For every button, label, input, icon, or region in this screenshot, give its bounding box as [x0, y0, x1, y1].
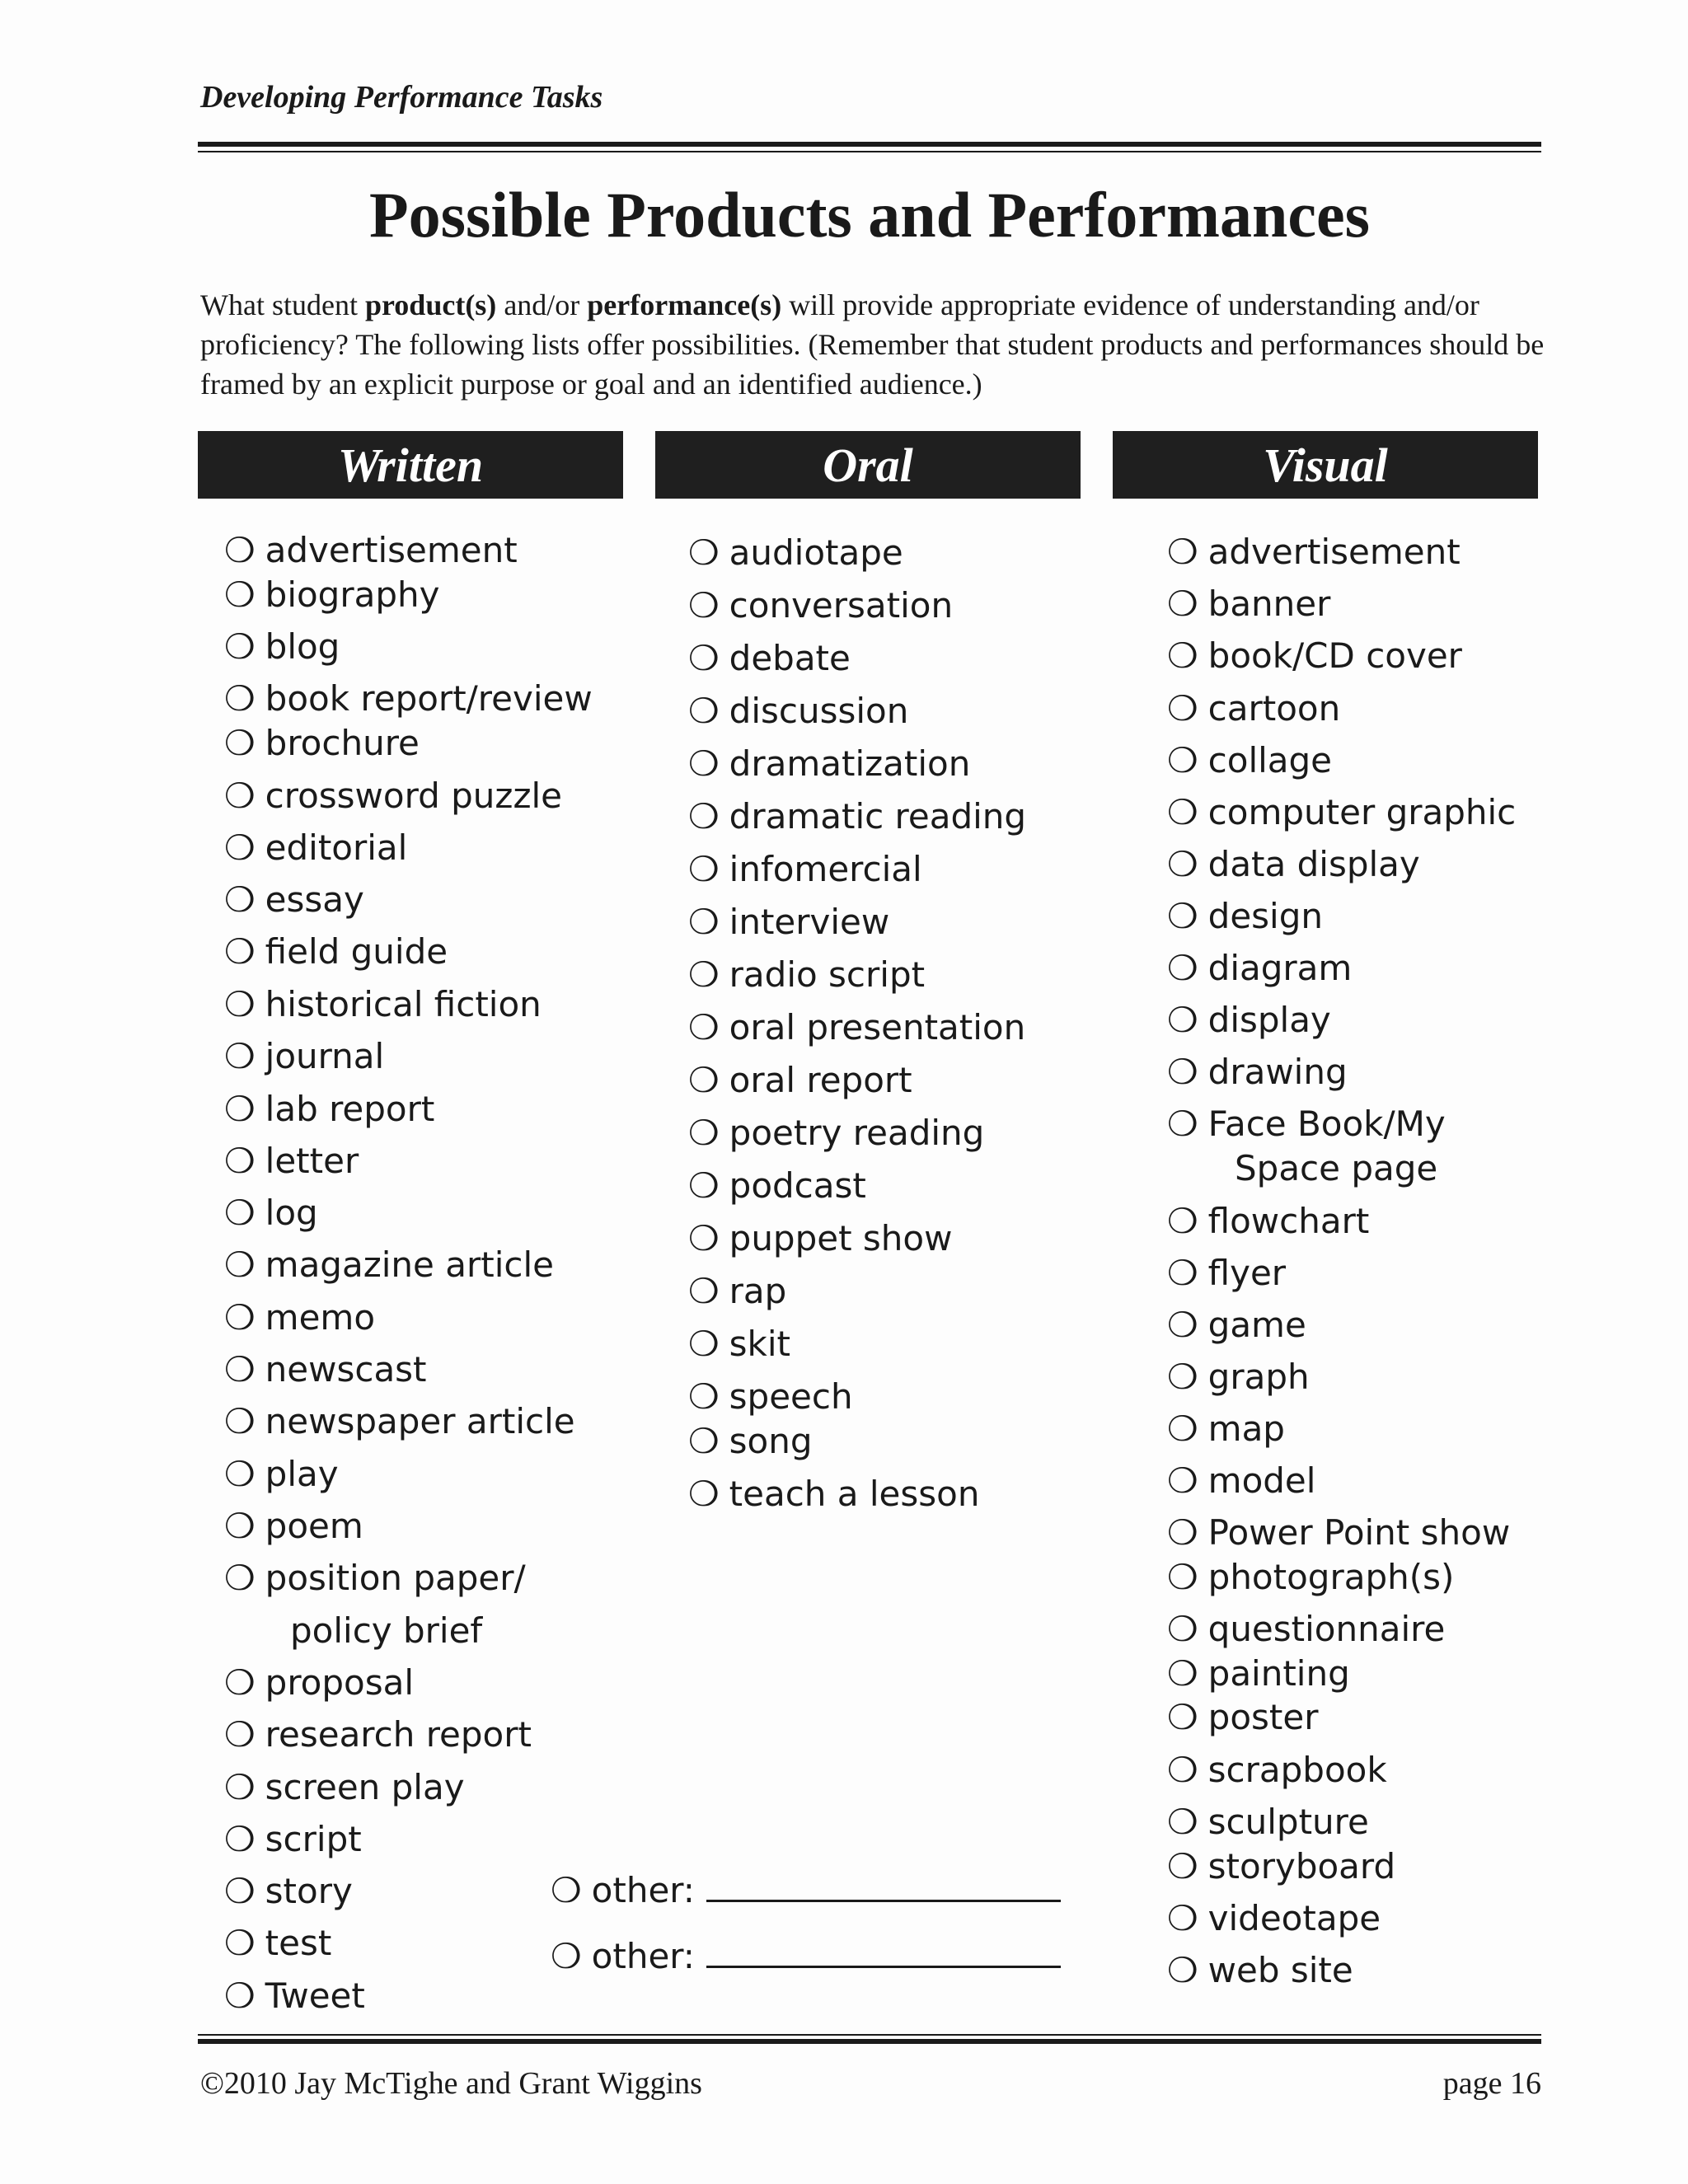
list-item[interactable]: [1167, 1801, 1369, 1844]
column-heading-written: Written: [198, 431, 623, 499]
list-item[interactable]: [1167, 531, 1461, 574]
checkbox-circle-icon[interactable]: ❍: [224, 1871, 256, 1911]
list-item-label: sculpture: [1207, 1802, 1369, 1842]
list-item[interactable]: [688, 1165, 866, 1207]
checkbox-circle-icon[interactable]: ❍: [688, 743, 720, 784]
checkbox-circle-icon[interactable]: ❍: [224, 1454, 256, 1494]
checkbox-circle-icon[interactable]: ❍: [1167, 532, 1198, 572]
checkbox-circle-icon[interactable]: ❍: [224, 1141, 256, 1181]
list-item[interactable]: [224, 1244, 554, 1286]
list-item-label: play: [265, 1454, 339, 1494]
list-item[interactable]: [224, 827, 407, 869]
header-rule-thick: [198, 142, 1541, 147]
list-item[interactable]: [224, 1453, 339, 1496]
list-item-label: photograph(s): [1207, 1557, 1455, 1597]
checkbox-circle-icon[interactable]: ❍: [688, 691, 720, 731]
list-item[interactable]: [224, 775, 562, 818]
list-item[interactable]: [224, 1661, 414, 1704]
checkbox-circle-icon[interactable]: ❍: [224, 1349, 256, 1390]
list-item[interactable]: [688, 1376, 853, 1418]
list-item-label: flowchart: [1207, 1201, 1370, 1241]
checkbox-circle-icon[interactable]: ❍: [224, 1662, 256, 1703]
list-item[interactable]: [1167, 1460, 1315, 1502]
list-item[interactable]: [688, 690, 908, 733]
list-item-label: cartoon: [1207, 688, 1341, 729]
list-item-label: map: [1207, 1408, 1285, 1449]
checkbox-circle-icon[interactable]: ❍: [1167, 1512, 1198, 1553]
list-item[interactable]: [1167, 947, 1352, 990]
list-item-label: drawing: [1207, 1052, 1348, 1092]
list-item[interactable]: [1167, 739, 1332, 782]
list-item-label: design: [1207, 896, 1323, 936]
list-item-label: book report/review: [265, 678, 593, 719]
list-item-label: graph: [1207, 1357, 1310, 1397]
list-item-label: Tweet: [265, 1975, 365, 2016]
checkbox-circle-icon[interactable]: ❍: [224, 1714, 256, 1755]
list-item-label: brochure: [265, 723, 420, 763]
checkbox-circle-icon[interactable]: ❍: [1167, 1104, 1198, 1144]
list-item[interactable]: [1167, 1652, 1350, 1695]
list-item[interactable]: [224, 1348, 427, 1391]
checkbox-circle-icon[interactable]: ❍: [688, 954, 720, 995]
list-item-label: advertisement: [1207, 532, 1461, 572]
list-item[interactable]: [224, 722, 420, 765]
list-item[interactable]: [1167, 1897, 1381, 1940]
list-item[interactable]: [224, 677, 593, 720]
list-item[interactable]: [688, 848, 922, 891]
list-item-continuation: [290, 1610, 482, 1652]
list-item[interactable]: [224, 1400, 575, 1443]
checkbox-circle-icon[interactable]: ❍: [1167, 1253, 1198, 1293]
list-item[interactable]: [688, 637, 851, 680]
column-heading-oral: Oral: [655, 431, 1081, 499]
checkbox-circle-icon[interactable]: ❍: [224, 1923, 256, 1963]
column-heading-visual: Visual: [1113, 431, 1538, 499]
checkbox-circle-icon[interactable]: ❍: [1167, 1697, 1198, 1737]
list-item-label: game: [1207, 1305, 1306, 1345]
list-item[interactable]: [688, 1112, 984, 1155]
checkbox-circle-icon[interactable]: ❍: [688, 1060, 720, 1100]
page-number: page 16: [1442, 2066, 1541, 2101]
list-item-label: speech: [729, 1376, 853, 1417]
list-item-label: newspaper article: [265, 1401, 575, 1441]
list-item[interactable]: [224, 1975, 365, 2018]
list-item-label: flyer: [1207, 1253, 1287, 1293]
list-item[interactable]: [1167, 1252, 1286, 1295]
checkbox-circle-icon[interactable]: ❍: [224, 879, 256, 920]
list-item[interactable]: [1167, 895, 1323, 938]
checkbox-circle-icon[interactable]: ❍: [1167, 896, 1198, 936]
list-item-label: scrapbook: [1207, 1750, 1387, 1790]
checkbox-circle-icon[interactable]: ❍: [688, 1113, 720, 1153]
list-item-label: storyboard: [1207, 1846, 1396, 1886]
list-item-label: biography: [265, 574, 440, 615]
checkbox-circle-icon[interactable]: ❍: [688, 532, 720, 573]
list-item[interactable]: [688, 901, 889, 944]
other-blank-line[interactable]: [706, 1872, 1061, 1902]
list-item[interactable]: [224, 574, 439, 616]
checkbox-circle-icon[interactable]: ❍: [1167, 948, 1198, 988]
list-item-label: conversation: [729, 585, 954, 626]
checkbox-circle-icon[interactable]: ❍: [224, 827, 256, 868]
checkbox-circle-icon[interactable]: ❍: [224, 931, 256, 972]
list-item-label: model: [1207, 1460, 1316, 1501]
list-item-label: discussion: [729, 691, 909, 731]
list-item[interactable]: [1167, 1356, 1310, 1399]
list-item-label: editorial: [265, 827, 408, 868]
list-item-label: memo: [265, 1297, 376, 1338]
list-item[interactable]: [224, 1766, 465, 1809]
list-item[interactable]: [688, 1006, 1025, 1049]
footer-rule-thick: [198, 2039, 1541, 2044]
list-item-label: poster: [1207, 1697, 1319, 1737]
list-item-label: painting: [1207, 1653, 1350, 1694]
list-item-label: proposal: [265, 1662, 415, 1703]
list-item[interactable]: [224, 1088, 434, 1131]
checkbox-circle-icon[interactable]: ❍: [224, 1297, 256, 1338]
list-item-label: Face Book/My: [1207, 1104, 1446, 1144]
list-item-label: screen play: [265, 1767, 465, 1807]
list-item-label: script: [265, 1819, 362, 1859]
checkbox-circle-icon[interactable]: ❍: [1167, 1305, 1198, 1345]
list-item-label: research report: [265, 1714, 532, 1755]
footer-rule-thin: [198, 2034, 1541, 2036]
list-item[interactable]: [224, 1922, 331, 1965]
list-item-label: debate: [729, 638, 851, 678]
list-item-label: videotape: [1207, 1898, 1381, 1938]
checkbox-circle-icon[interactable]: ❍: [688, 1324, 720, 1364]
list-item-label: crossword puzzle: [265, 776, 563, 816]
list-item-label: questionnaire: [1207, 1609, 1446, 1649]
list-item[interactable]: [1167, 1408, 1285, 1451]
checkbox-circle-icon[interactable]: ❍: [688, 1474, 720, 1514]
list-item-label: oral presentation: [729, 1007, 1026, 1047]
list-item[interactable]: [224, 1557, 526, 1600]
checkbox-circle-icon[interactable]: ❍: [224, 1089, 256, 1129]
checkbox-circle-icon[interactable]: ❍: [224, 678, 256, 719]
list-item-label: advertisement: [265, 530, 518, 570]
checkbox-circle-icon[interactable]: ❍: [551, 1936, 582, 1976]
list-item[interactable]: [224, 930, 448, 973]
checkbox-circle-icon[interactable]: ❍: [688, 1271, 720, 1311]
checkbox-circle-icon[interactable]: ❍: [224, 1558, 256, 1598]
list-item[interactable]: [224, 1870, 353, 1913]
checkbox-circle-icon[interactable]: ❍: [1167, 1460, 1198, 1501]
intro-paragraph: What student product(s) and/or performance(s) will provide appropriate evidence of understanding and/or proficiency? The following lists offer possibilities. (Remember that student products and performances should be framed by an explicit purpose or goal and an identified audience.): [200, 288, 1545, 401]
checkbox-circle-icon[interactable]: ❍: [1167, 1201, 1198, 1241]
list-item[interactable]: [1167, 1949, 1353, 1992]
list-item[interactable]: [1167, 1511, 1510, 1554]
checkbox-circle-icon[interactable]: ❍: [688, 585, 720, 626]
list-item-label: Space page: [1235, 1148, 1438, 1188]
list-item-label: position paper/: [265, 1558, 526, 1598]
list-item[interactable]: [1167, 1845, 1395, 1888]
checkbox-circle-icon[interactable]: ❍: [688, 1218, 720, 1258]
list-item-label: web site: [1207, 1950, 1353, 1990]
checkbox-circle-icon[interactable]: ❍: [1167, 1000, 1198, 1040]
checkbox-circle-icon[interactable]: ❍: [1167, 1557, 1198, 1597]
list-item-label: newscast: [265, 1349, 427, 1390]
checkbox-circle-icon[interactable]: ❍: [224, 1506, 256, 1546]
list-item-label: dramatization: [729, 743, 971, 784]
list-item[interactable]: [1167, 1103, 1446, 1146]
checkbox-circle-icon[interactable]: ❍: [1167, 1846, 1198, 1886]
checkbox-circle-icon[interactable]: ❍: [1167, 844, 1198, 884]
list-item[interactable]: [224, 626, 340, 668]
checkbox-circle-icon[interactable]: ❍: [224, 1975, 256, 2016]
list-item[interactable]: [688, 584, 953, 627]
list-item[interactable]: [1167, 687, 1340, 730]
checkbox-circle-icon[interactable]: ❍: [224, 1401, 256, 1441]
list-item[interactable]: [1167, 1200, 1369, 1243]
checkbox-circle-icon[interactable]: ❍: [224, 984, 256, 1024]
checkbox-circle-icon[interactable]: ❍: [688, 1421, 720, 1461]
checkbox-circle-icon[interactable]: ❍: [224, 626, 256, 667]
checkbox-circle-icon[interactable]: ❍: [688, 1165, 720, 1206]
list-item[interactable]: [224, 1140, 359, 1183]
list-item[interactable]: [224, 1296, 375, 1339]
list-item-label: historical fiction: [265, 984, 542, 1024]
list-item-label: essay: [265, 879, 364, 920]
checkbox-circle-icon[interactable]: ❍: [1167, 688, 1198, 729]
list-item-label: podcast: [729, 1165, 866, 1206]
checkbox-circle-icon[interactable]: ❍: [1167, 1750, 1198, 1790]
checkbox-circle-icon[interactable]: ❍: [224, 530, 256, 570]
list-item[interactable]: [688, 1217, 952, 1260]
header-rule-thin: [198, 151, 1541, 152]
other-field-1[interactable]: ❍ other:: [551, 1869, 1061, 1912]
other-field-2[interactable]: ❍ other:: [551, 1935, 1061, 1978]
list-item-label: lab report: [265, 1089, 435, 1129]
list-item[interactable]: [1167, 791, 1516, 834]
list-item-label: song: [729, 1421, 813, 1461]
list-item-label: poem: [265, 1506, 363, 1546]
checkbox-circle-icon[interactable]: ❍: [1167, 740, 1198, 780]
checkbox-circle-icon[interactable]: ❍: [1167, 1802, 1198, 1842]
checkbox-circle-icon[interactable]: ❍: [1167, 1609, 1198, 1649]
list-item-label: test: [265, 1923, 332, 1963]
list-item[interactable]: [1167, 1608, 1445, 1651]
list-item-label: diagram: [1207, 948, 1353, 988]
list-item-label: field guide: [265, 931, 448, 972]
checkbox-circle-icon[interactable]: ❍: [1167, 1653, 1198, 1694]
checkbox-circle-icon[interactable]: ❍: [688, 638, 720, 678]
checkbox-circle-icon[interactable]: ❍: [688, 796, 720, 837]
checkbox-circle-icon[interactable]: ❍: [1167, 1052, 1198, 1092]
list-item-label: radio script: [729, 954, 926, 995]
list-item[interactable]: [688, 743, 970, 785]
list-item-label: journal: [265, 1036, 385, 1076]
copyright: ©2010 Jay McTighe and Grant Wiggins: [200, 2066, 702, 2101]
list-item[interactable]: [1167, 843, 1420, 886]
running-header: Developing Performance Tasks: [200, 80, 603, 115]
checkbox-circle-icon[interactable]: ❍: [224, 574, 256, 615]
list-item-label: Power Point show: [1207, 1512, 1511, 1553]
checkbox-circle-icon[interactable]: ❍: [224, 776, 256, 816]
list-item-label: infomercial: [729, 849, 922, 889]
list-item-label: display: [1207, 1000, 1331, 1040]
list-item-label: story: [265, 1871, 353, 1911]
list-item-label: policy brief: [290, 1610, 483, 1651]
list-item-label: oral report: [729, 1060, 912, 1100]
other-blank-line[interactable]: [706, 1938, 1061, 1968]
list-item-label: interview: [729, 902, 890, 942]
list-item[interactable]: [688, 1420, 813, 1463]
checkbox-circle-icon[interactable]: ❍: [1167, 1357, 1198, 1397]
list-item-label: letter: [265, 1141, 359, 1181]
checkbox-circle-icon[interactable]: ❍: [1167, 635, 1198, 676]
list-item-label: data display: [1207, 844, 1420, 884]
checkbox-circle-icon[interactable]: ❍: [688, 1007, 720, 1047]
list-item[interactable]: [224, 1035, 384, 1078]
list-item[interactable]: [688, 954, 925, 996]
list-item-label: skit: [729, 1324, 790, 1364]
checkbox-circle-icon[interactable]: ❍: [1167, 1408, 1198, 1449]
checkbox-circle-icon[interactable]: ❍: [688, 902, 720, 942]
list-item[interactable]: [1167, 1696, 1318, 1739]
list-item[interactable]: [1167, 1051, 1348, 1094]
checkbox-circle-icon[interactable]: ❍: [224, 1244, 256, 1285]
list-item-label: puppet show: [729, 1218, 953, 1258]
list-item[interactable]: [688, 532, 903, 574]
checkbox-circle-icon[interactable]: ❍: [224, 1036, 256, 1076]
list-item-label: banner: [1207, 583, 1331, 624]
checkbox-circle-icon[interactable]: ❍: [224, 1193, 256, 1233]
list-item[interactable]: [1167, 999, 1331, 1042]
checkbox-circle-icon[interactable]: ❍: [688, 1376, 720, 1417]
checkbox-circle-icon[interactable]: ❍: [224, 1819, 256, 1859]
list-item-label: dramatic reading: [729, 796, 1027, 837]
list-item[interactable]: [224, 1192, 318, 1235]
list-item[interactable]: [688, 1323, 790, 1366]
list-item-label: computer graphic: [1207, 792, 1517, 832]
checkbox-circle-icon[interactable]: ❍: [224, 723, 256, 763]
checkbox-circle-icon[interactable]: ❍: [1167, 792, 1198, 832]
list-item-label: book/CD cover: [1207, 635, 1462, 676]
list-item[interactable]: [224, 879, 364, 921]
list-item[interactable]: [224, 529, 518, 572]
list-item[interactable]: [1167, 1556, 1454, 1599]
checkbox-circle-icon[interactable]: ❍: [1167, 583, 1198, 624]
list-item[interactable]: [688, 795, 1026, 838]
checkbox-circle-icon[interactable]: ❍: [224, 1767, 256, 1807]
list-item[interactable]: [1167, 1304, 1306, 1347]
list-item[interactable]: [688, 1473, 979, 1516]
list-item[interactable]: [1167, 583, 1330, 626]
checkbox-circle-icon[interactable]: ❍: [1167, 1950, 1198, 1990]
list-item-label: log: [265, 1193, 318, 1233]
list-item-label: magazine article: [265, 1244, 554, 1285]
list-item-label: rap: [729, 1271, 787, 1311]
list-item[interactable]: [224, 1505, 363, 1548]
list-item[interactable]: [688, 1059, 912, 1102]
checkbox-circle-icon[interactable]: ❍: [1167, 1898, 1198, 1938]
list-item[interactable]: [224, 1818, 362, 1861]
list-item[interactable]: [224, 983, 542, 1026]
page-title: Possible Products and Performances: [369, 179, 1370, 251]
list-item-label: blog: [265, 626, 340, 667]
list-item[interactable]: [224, 1713, 532, 1756]
list-item-continuation: [1235, 1147, 1437, 1190]
checkbox-circle-icon[interactable]: ❍: [551, 1870, 582, 1910]
list-item-label: poetry reading: [729, 1113, 985, 1153]
list-item-label: collage: [1207, 740, 1333, 780]
list-item[interactable]: [1167, 1749, 1387, 1792]
checkbox-circle-icon[interactable]: ❍: [688, 849, 720, 889]
list-item-label: teach a lesson: [729, 1474, 980, 1514]
list-item-label: audiotape: [729, 532, 903, 573]
list-item[interactable]: [1167, 635, 1462, 677]
list-item[interactable]: [688, 1270, 786, 1313]
